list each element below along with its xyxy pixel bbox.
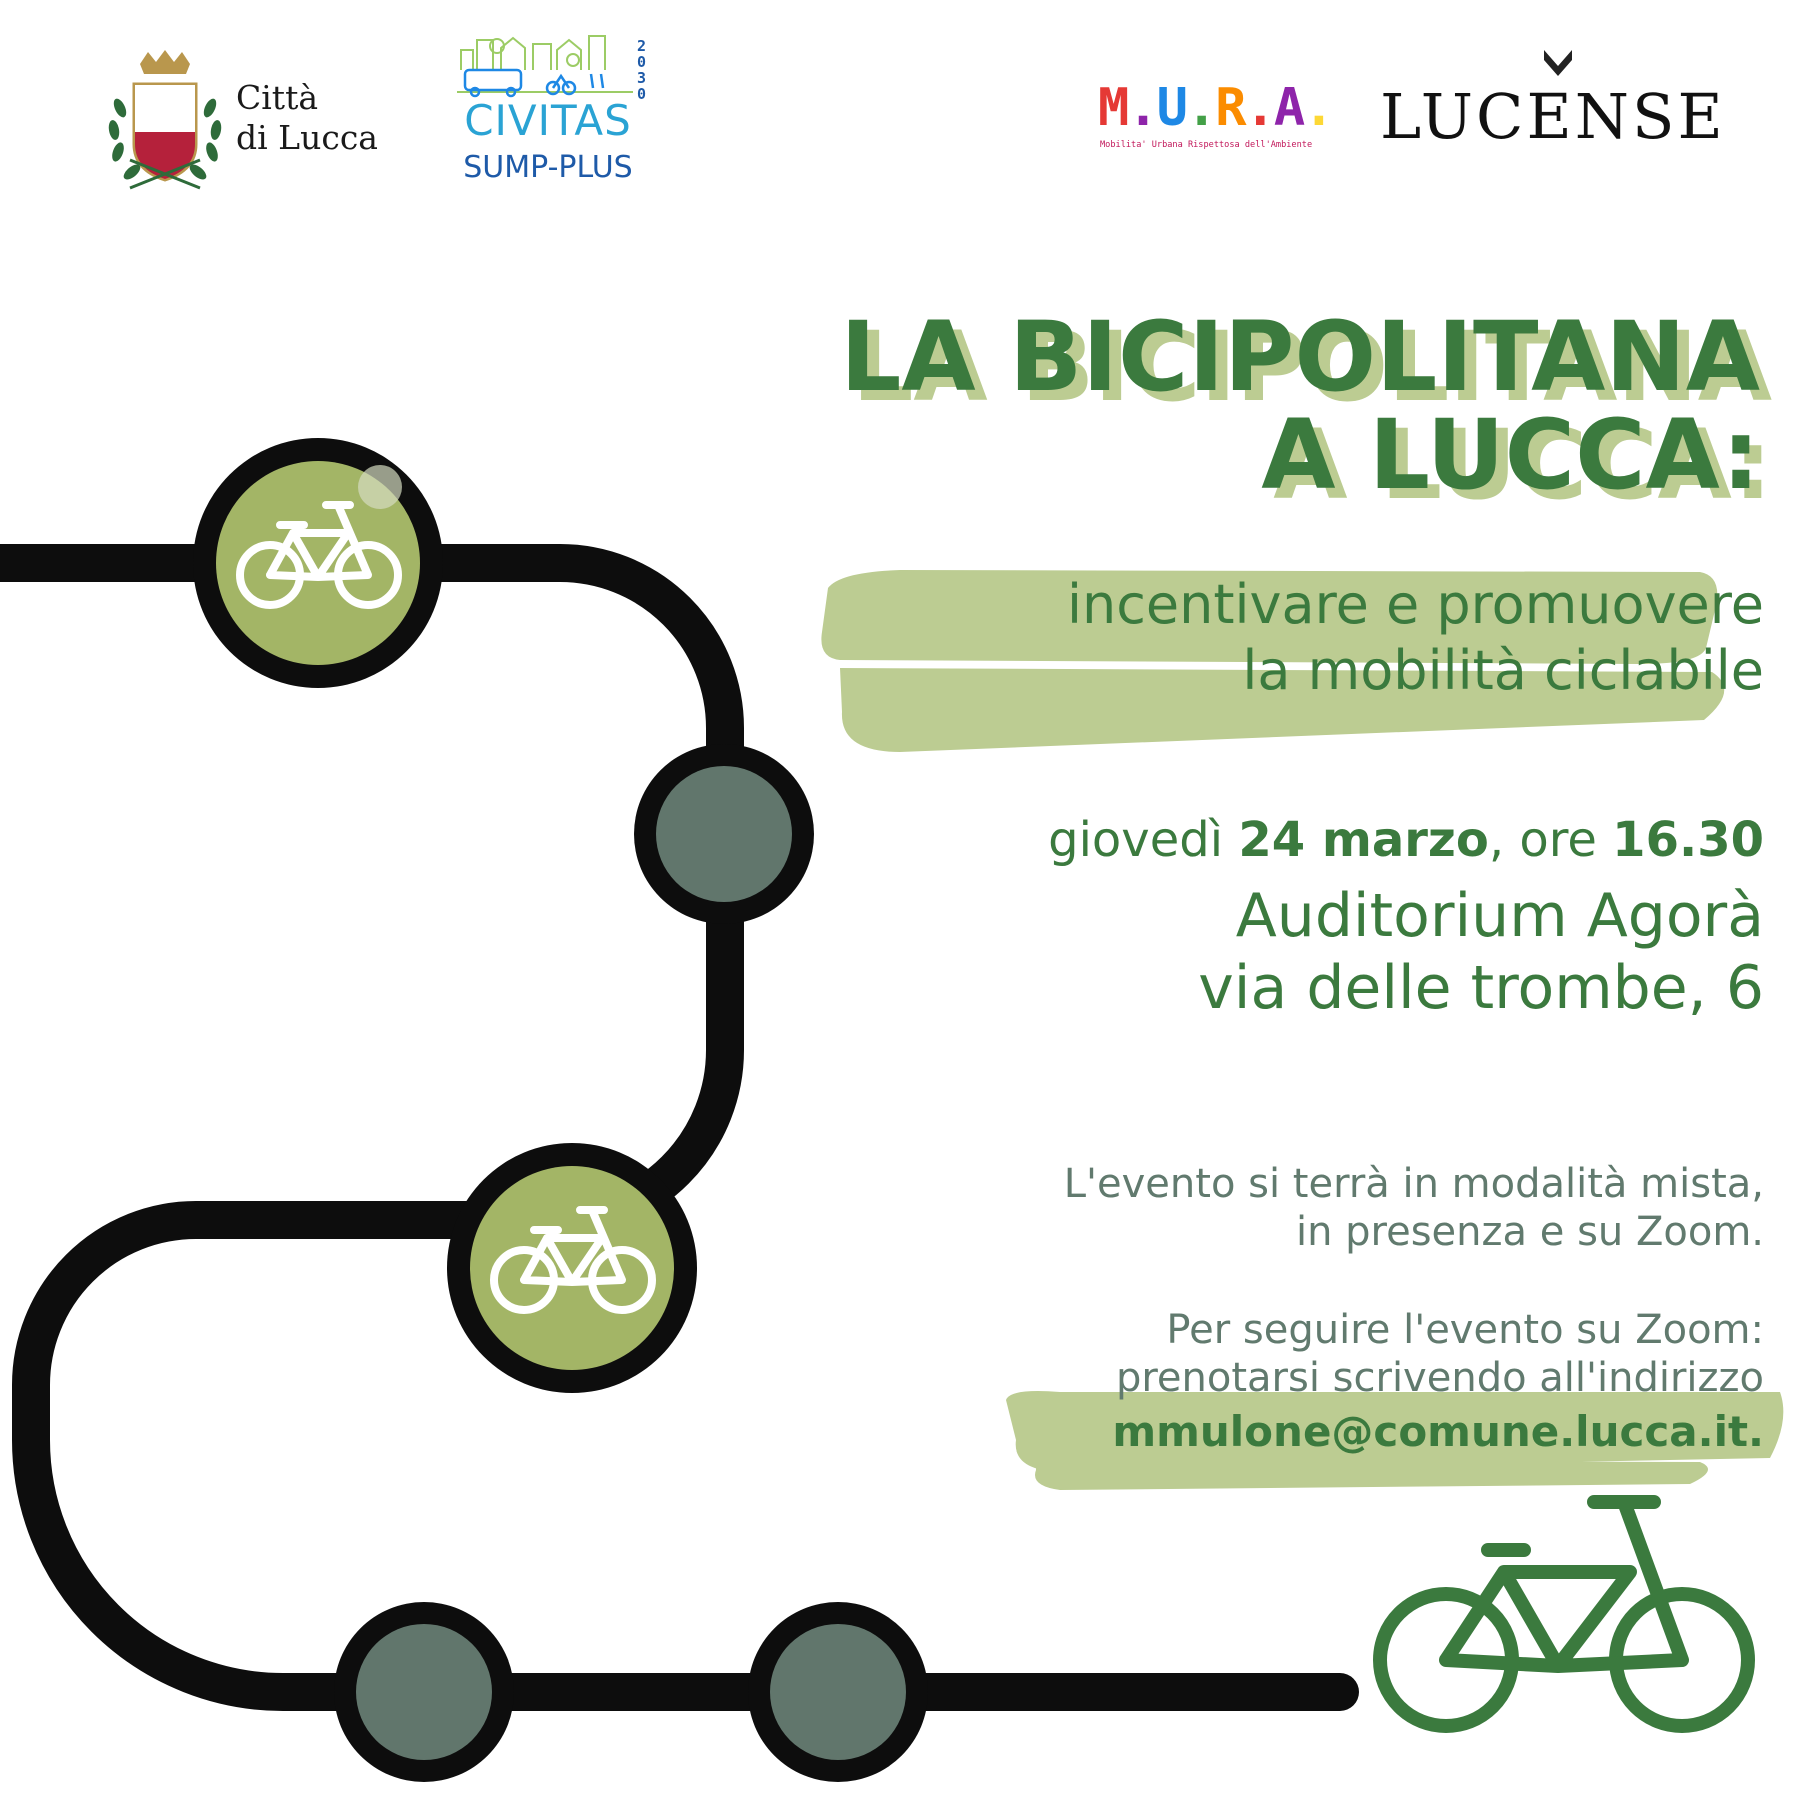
subtitle <box>1067 572 1764 704</box>
title-line-2: A LUCCA: <box>1261 399 1760 511</box>
event-time-prefix: , ore <box>1488 812 1597 868</box>
contact-email-link[interactable]: mmulone@comune.lucca.it. <box>1112 1407 1764 1456</box>
citta-di-lucca-name: Città di Lucca <box>236 78 378 157</box>
event-date <box>1048 812 1764 868</box>
civitas-skyline-icon <box>453 30 638 100</box>
event-date-value: 24 marzo <box>1238 812 1489 868</box>
station-shine <box>358 465 402 509</box>
event-time: 16.30 <box>1612 812 1764 868</box>
event-venue <box>1198 880 1764 1024</box>
civitas-year: 2030 <box>637 37 647 103</box>
route-station-fill <box>356 1624 492 1760</box>
info-mode-line-2: in presenza e su Zoom. <box>1295 1209 1764 1255</box>
event-day: giovedì <box>1048 812 1224 868</box>
subtitle-line-1: incentivare e promuovere <box>1067 573 1764 636</box>
title-line-1: LA BICIPOLITANA <box>840 301 1760 413</box>
citta-di-lucca-logo <box>100 48 400 198</box>
mura-subtitle: Mobilita' Urbana Rispettosa dell'Ambiente <box>1100 140 1313 150</box>
route-station-fill <box>656 766 792 902</box>
lucense-wordmark: LUCENSE <box>1380 80 1726 153</box>
subtitle-line-2: la mobilità ciclabile <box>1242 639 1764 702</box>
info-zoom-line-2: prenotarsi scrivendo all'indirizzo <box>1115 1355 1764 1401</box>
lucense-logo <box>1380 40 1726 153</box>
info-mode-line-1: L'evento si terrà in modalità mista, <box>1063 1161 1764 1207</box>
mura-logo <box>1098 78 1343 158</box>
civitas-logo <box>448 30 658 200</box>
venue-address: via delle trombe, 6 <box>1198 953 1764 1023</box>
event-info <box>1064 1160 1764 1402</box>
bicycle-icon-large <box>1380 1502 1748 1726</box>
lucca-coat-of-arms <box>100 48 230 198</box>
page-title <box>840 301 1760 511</box>
venue-name: Auditorium Agorà <box>1235 881 1764 951</box>
mura-wordmark: M.U.R.A. <box>1098 78 1333 138</box>
route-station-fill <box>770 1624 906 1760</box>
info-zoom-line-1: Per seguire l'evento su Zoom: <box>1166 1307 1764 1353</box>
civitas-subtitle: SUMP-PLUS <box>463 150 633 185</box>
civitas-wordmark: CIVITAS <box>464 96 632 145</box>
